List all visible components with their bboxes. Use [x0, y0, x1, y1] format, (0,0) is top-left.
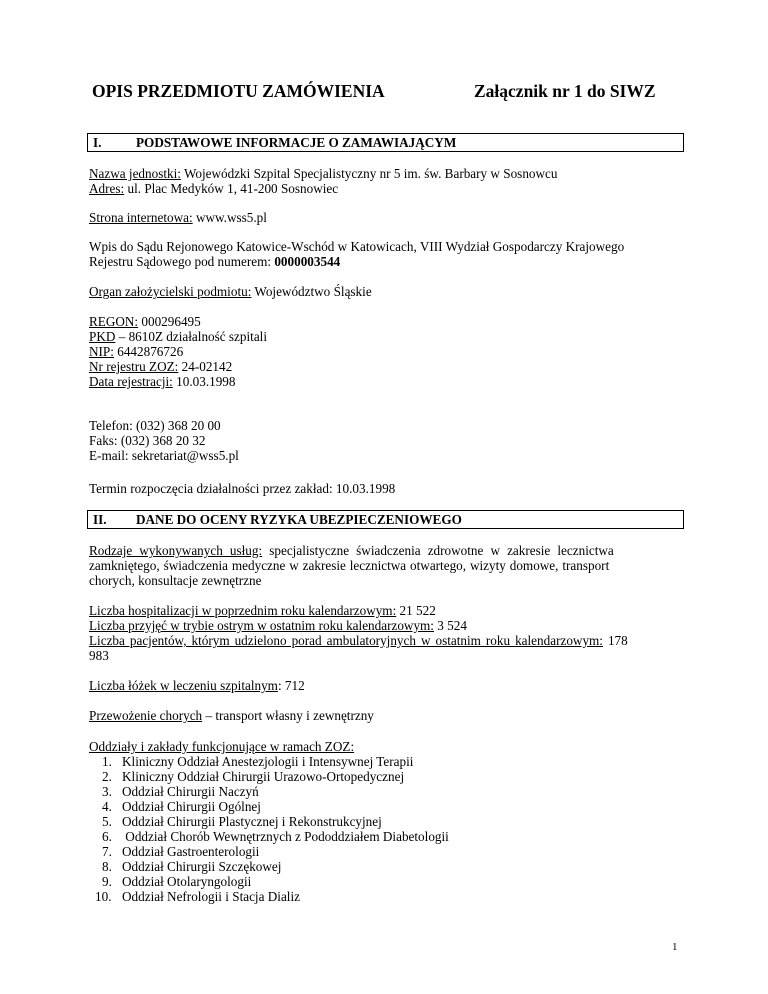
registry-line-2	[89, 254, 340, 269]
website-line	[89, 210, 267, 225]
nip-label: NIP:	[89, 344, 114, 359]
department-item	[102, 829, 449, 844]
nip-value: 6442876726	[113, 344, 184, 359]
department-item	[102, 844, 259, 859]
department-item	[102, 784, 259, 799]
department-name: Oddział Otolaryngologii	[122, 874, 252, 889]
department-item	[102, 814, 382, 829]
pkd-line	[89, 329, 267, 344]
services-value-1: specjalistyczne świadczenia zdrowotne w zakresie lecznictwa	[262, 543, 614, 558]
section-2-number: II.	[93, 512, 107, 527]
founder-line	[89, 284, 372, 299]
department-number: 2.	[102, 769, 112, 784]
department-number: 9.	[102, 874, 112, 889]
acute-admissions-line	[89, 618, 467, 633]
founder-value: Województwo Śląskie	[251, 284, 372, 299]
beds-label: Liczba łóżek w leczeniu szpitalnym	[89, 678, 278, 693]
department-item	[102, 859, 281, 874]
registry-number: 0000003544	[274, 254, 341, 269]
section-2-title: DANE DO OCENY RYZYKA UBEZPIECZENIOWEGO	[136, 512, 462, 527]
document-title: OPIS PRZEDMIOTU ZAMÓWIENIA	[92, 81, 385, 101]
department-name: Oddział Chirurgii Plastycznej i Rekonstrukcyjnej	[122, 814, 382, 829]
start-date-line: Termin rozpoczęcia działalności przez zakład: 10.03.1998	[89, 481, 396, 496]
department-name: Kliniczny Oddział Anestezjologii i Intensywnej Terapii	[122, 754, 414, 769]
services-line-2: zamkniętego, świadczenia medyczne w zakresie lecznictwa otwartego, wizyty domowe, transport	[89, 558, 610, 573]
page-number: 1	[672, 941, 678, 953]
email-line: E-mail: sekretariat@wss5.pl	[89, 448, 239, 463]
unit-name-line	[89, 166, 557, 181]
acute-admissions-value: 3 524	[433, 618, 467, 633]
department-number: 8.	[102, 859, 112, 874]
acute-admissions-label: Liczba przyjęć w trybie ostrym w ostatnim roku kalendarzowym:	[89, 618, 434, 633]
hospitalizations-value: 21 522	[396, 603, 436, 618]
department-number: 1.	[102, 754, 112, 769]
department-name: Oddział Chorób Wewnętrznych z Pododdziałem Diabetologii	[122, 829, 449, 844]
hospitalizations-label: Liczba hospitalizacji w poprzednim roku kalendarzowym:	[89, 603, 397, 618]
regdate-line	[89, 374, 235, 389]
pkd-label: PKD	[89, 329, 116, 344]
zoz-label: Nr rejestru ZOZ:	[89, 359, 179, 374]
hospitalizations-line	[89, 603, 436, 618]
fax-line: Faks: (032) 368 20 32	[89, 433, 206, 448]
registry-label: Rejestru Sądowego pod numerem:	[89, 254, 275, 269]
department-number: 10.	[95, 889, 112, 904]
department-number: 5.	[102, 814, 112, 829]
department-name: Oddział Gastroenterologii	[122, 844, 260, 859]
services-line-1	[89, 543, 675, 558]
regon-label: REGON:	[89, 314, 139, 329]
section-1-header	[87, 133, 684, 152]
department-name: Oddział Chirurgii Ogólnej	[122, 799, 261, 814]
services-label: Rodzaje wykonywanych usług:	[89, 543, 263, 558]
department-number: 4.	[102, 799, 112, 814]
transport-line	[89, 708, 374, 723]
registry-line-1: Wpis do Sądu Rejonowego Katowice-Wschód w Katowicach, VIII Wydział Gospodarczy Krajowego	[89, 239, 625, 254]
department-item	[102, 874, 251, 889]
beds-value: : 712	[277, 678, 305, 693]
regdate-value: 10.03.1998	[172, 374, 236, 389]
department-number: 7.	[102, 844, 112, 859]
address-line	[89, 181, 338, 196]
regdate-label: Data rejestracji:	[89, 374, 173, 389]
services-line-3: chorych, konsultacje zewnętrzne	[89, 573, 262, 588]
department-item	[102, 754, 413, 769]
section-2-header	[87, 510, 684, 529]
address-value: ul. Plac Medyków 1, 41-200 Sosnowiec	[124, 181, 339, 196]
transport-value: – transport własny i zewnętrzny	[202, 708, 374, 723]
website-label: Strona internetowa:	[89, 210, 193, 225]
unit-name-label: Nazwa jednostki:	[89, 166, 181, 181]
regon-value: 000296495	[138, 314, 201, 329]
section-1-number: I.	[93, 135, 102, 150]
zoz-value: 24-02142	[178, 359, 233, 374]
department-name: Kliniczny Oddział Chirurgii Urazowo-Ortopedycznej	[122, 769, 405, 784]
unit-name-value: Wojewódzki Szpital Specjalistyczny nr 5 im. św. Barbary w Sosnowcu	[180, 166, 558, 181]
address-label: Adres:	[89, 181, 125, 196]
regon-line	[89, 314, 201, 329]
outpatients-line	[89, 633, 628, 648]
beds-line	[89, 678, 305, 693]
founder-label: Organ założycielski podmiotu:	[89, 284, 252, 299]
department-name: Oddział Chirurgii Szczękowej	[122, 859, 282, 874]
department-item	[102, 769, 404, 784]
department-number: 6.	[102, 829, 112, 844]
section-1-title: PODSTAWOWE INFORMACJE O ZAMAWIAJĄCYM	[136, 135, 457, 150]
department-number: 3.	[102, 784, 112, 799]
department-item	[95, 889, 300, 904]
outpatients-value-b: 983	[89, 648, 109, 663]
outpatients-value-a: 178	[602, 633, 628, 648]
zoz-line	[89, 359, 232, 374]
transport-label: Przewożenie chorych	[89, 708, 203, 723]
attachment-label: Załącznik nr 1 do SIWZ	[474, 81, 656, 101]
department-name: Oddział Nefrologii i Stacja Dializ	[122, 889, 300, 904]
pkd-value: – 8610Z działalność szpitali	[115, 329, 268, 344]
departments-label: Oddziały i zakłady funkcjonujące w ramach ZOZ:	[89, 739, 355, 754]
website-value: www.wss5.pl	[192, 210, 267, 225]
department-item	[102, 799, 261, 814]
phone-line: Telefon: (032) 368 20 00	[89, 418, 221, 433]
outpatients-label: Liczba pacjentów, którym udzielono porad ambulatoryjnych w ostatnim roku kalendarzowym:	[89, 633, 603, 648]
department-name: Oddział Chirurgii Naczyń	[122, 784, 259, 799]
nip-line	[89, 344, 183, 359]
